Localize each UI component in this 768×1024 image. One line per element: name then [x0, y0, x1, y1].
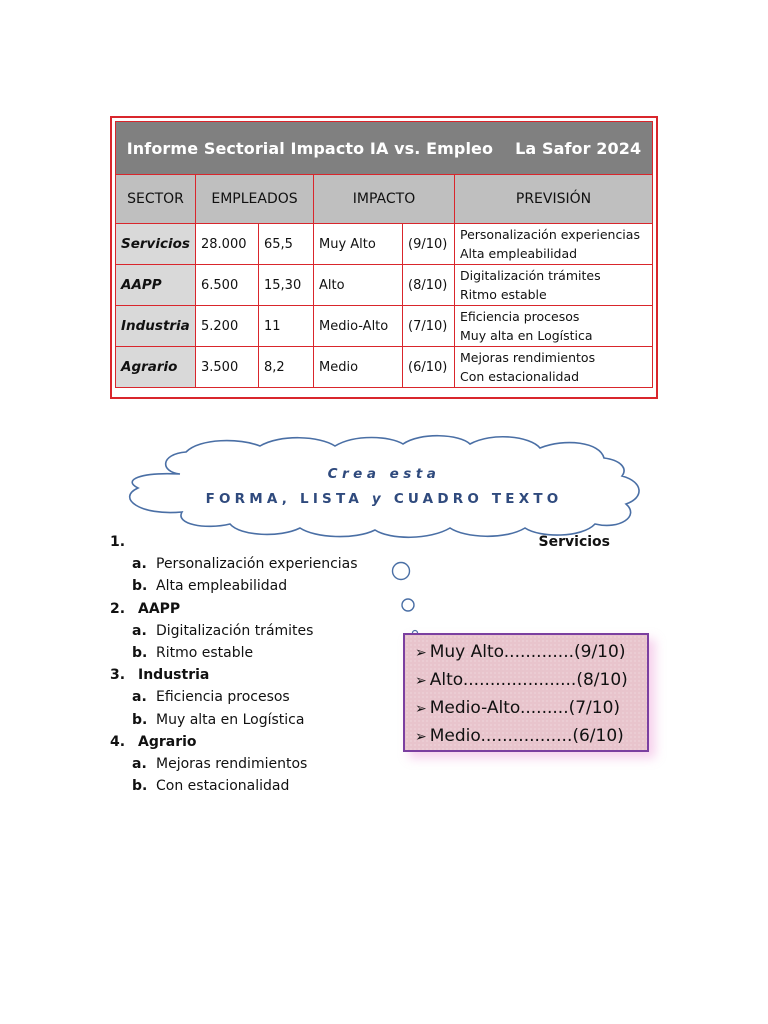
list-label: Agrario: [138, 733, 197, 750]
forecast-line: Mejoras rendimientos: [460, 350, 596, 365]
cloud-subtitle-part: FORMA, LISTA: [205, 491, 363, 507]
list-subtext: Personalización experiencias: [156, 556, 358, 573]
cell-score: (9/10): [403, 224, 455, 265]
impact-text-box[interactable]: [403, 633, 649, 752]
table-row: [116, 306, 653, 347]
list-subtext: Digitalización trámites: [156, 622, 314, 639]
cloud-title: Crea esta: [327, 466, 441, 482]
cell-forecast: [455, 265, 653, 306]
list-subnumber: b.: [132, 778, 148, 795]
arrow-bullet-icon: ➢: [415, 701, 427, 717]
cell-sector: AAPP: [116, 265, 196, 306]
arrow-bullet-icon: ➢: [415, 673, 427, 689]
cell-employees: 28.000: [196, 224, 259, 265]
list-item: [110, 531, 610, 553]
list-item: [110, 598, 610, 620]
cloud-outline-icon: [120, 432, 648, 542]
forecast-line: Eficiencia procesos: [460, 309, 580, 324]
list-label: Industria: [138, 667, 210, 684]
list-subtext: Con estacionalidad: [156, 778, 290, 795]
header-empleados: EMPLEADOS: [196, 175, 314, 224]
cell-forecast: [455, 224, 653, 265]
cell-ratio: 65,5: [259, 224, 314, 265]
list-subnumber: a.: [132, 622, 147, 639]
forecast-line: Personalización experiencias: [460, 227, 640, 242]
forecast-line: Ritmo estable: [460, 287, 547, 302]
cell-impact: Medio-Alto: [314, 306, 403, 347]
forecast-line: Con estacionalidad: [460, 369, 580, 384]
box-item-text: Muy Alto.............(9/10): [429, 642, 626, 662]
box-item-text: Medio.................(6/10): [429, 726, 624, 746]
table-row: [116, 265, 653, 306]
list-subitem: [110, 575, 610, 597]
box-item: [415, 723, 639, 751]
list-subtext: Alta empleabilidad: [156, 578, 288, 595]
list-number: 3.: [110, 667, 126, 684]
table-row: [116, 347, 653, 388]
list-subitem: [110, 753, 610, 775]
header-prevision: PREVISIÓN: [455, 175, 653, 224]
list-subnumber: b.: [132, 578, 148, 595]
cell-employees: 5.200: [196, 306, 259, 347]
list-subnumber: a.: [132, 556, 147, 573]
cell-sector: Industria: [116, 306, 196, 347]
cell-ratio: 15,30: [259, 265, 314, 306]
cloud-shape[interactable]: [120, 432, 648, 542]
box-item-text: Medio-Alto.........(7/10): [429, 698, 621, 718]
list-subitem: [110, 775, 610, 797]
cell-impact: Medio: [314, 347, 403, 388]
table-title: [116, 122, 653, 175]
cell-score: (8/10): [403, 265, 455, 306]
list-subnumber: a.: [132, 689, 147, 706]
list-number: 1.: [110, 534, 126, 550]
forecast-line: Muy alta en Logística: [460, 328, 593, 343]
cell-score: (6/10): [403, 347, 455, 388]
list-label: Servicios: [538, 534, 610, 550]
cell-sector: Agrario: [116, 347, 196, 388]
list-number: 4.: [110, 733, 126, 750]
arrow-bullet-icon: ➢: [415, 645, 427, 661]
table-header-row: [116, 175, 653, 224]
list-subtext: Eficiencia procesos: [156, 689, 290, 706]
cell-forecast: [455, 347, 653, 388]
cell-ratio: 11: [259, 306, 314, 347]
list-subitem: [110, 553, 610, 575]
table-row: [116, 224, 653, 265]
table-title-year: La Safor 2024: [515, 138, 642, 158]
cell-impact: Alto: [314, 265, 403, 306]
cell-sector: Servicios: [116, 224, 196, 265]
cloud-subtitle-part: CUADRO TEXTO: [393, 491, 563, 507]
header-impacto: IMPACTO: [314, 175, 455, 224]
cell-ratio: 8,2: [259, 347, 314, 388]
arrow-bullet-icon: ➢: [415, 729, 427, 745]
list-subtext: Mejoras rendimientos: [156, 755, 308, 772]
list-subnumber: a.: [132, 755, 147, 772]
table-title-main: Informe Sectorial Impacto IA vs. Empleo: [126, 138, 494, 158]
box-item: [415, 667, 639, 695]
forecast-line: Alta empleabilidad: [460, 246, 578, 261]
list-subtext: Muy alta en Logística: [156, 711, 305, 728]
list-number: 2.: [110, 600, 126, 617]
cloud-subtitle-part: y: [371, 491, 385, 507]
list-label: AAPP: [138, 600, 181, 617]
cell-impact: Muy Alto: [314, 224, 403, 265]
header-sector: SECTOR: [116, 175, 196, 224]
forecast-line: Digitalización trámites: [460, 268, 601, 283]
list-subnumber: b.: [132, 711, 148, 728]
report-table: [110, 116, 658, 399]
cell-employees: 3.500: [196, 347, 259, 388]
cell-forecast: [455, 306, 653, 347]
cell-score: (7/10): [403, 306, 455, 347]
list-subnumber: b.: [132, 644, 148, 661]
table-title-row: [116, 122, 653, 175]
cell-employees: 6.500: [196, 265, 259, 306]
cloud-subtitle: [120, 491, 648, 507]
box-item: [415, 695, 639, 723]
box-item-text: Alto.....................(8/10): [429, 670, 628, 690]
box-item: [415, 639, 639, 667]
list-subtext: Ritmo estable: [156, 644, 254, 661]
